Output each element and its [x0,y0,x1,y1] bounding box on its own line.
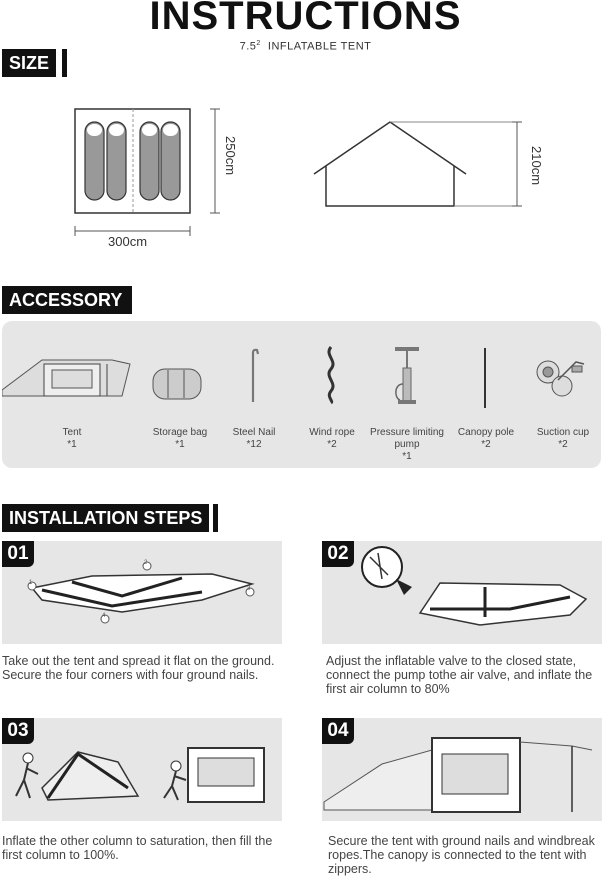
accessory-item: Steel Nail *12 [232,427,276,450]
floor-plan-diagram [60,100,230,250]
corner-marker: 1 [29,580,33,586]
step-04-text: Secure the tent with ground nails and windbreak ropes.The canopy is connected to the tent with zippers. [328,834,595,876]
tent-elevation-diagram [305,110,535,215]
corner-marker: 3 [247,586,251,592]
step-number: 02 [322,541,354,567]
suction-cup-icon [532,352,592,402]
step-number: 03 [2,718,34,744]
step-03-illustration [8,740,280,810]
step-number: 04 [322,718,354,744]
section-label-installation: INSTALLATION STEPS [2,504,209,532]
dimension-depth: 250cm [223,136,238,176]
step-02-illustration [360,543,600,639]
step-03-text: Inflate the other column to saturation, then fill the first column to 100%. [2,834,273,862]
accessory-item: Wind rope *2 [309,427,355,450]
section-label-accessory: ACCESSORY [2,286,129,314]
section-bar [62,49,67,77]
corner-marker: 2 [144,560,148,566]
steel-nail-icon [245,347,265,405]
corner-marker: 4 [102,613,106,619]
accessory-item: Suction cup *2 [536,427,590,450]
accessory-item: Canopy pole *2 [457,427,515,450]
step-01-text: Take out the tent and spread it flat on the ground. Secure the four corners with four ground nails. [2,654,275,682]
step-02-text: Adjust the inflatable valve to the closed state, connect the pump tothe air valve, and inflate the first air column to 80% [326,654,593,696]
accessory-item: Tent *1 [62,427,82,450]
pump-icon [390,344,424,406]
canopy-pole-icon [478,346,492,410]
tent-icon [2,350,132,400]
page-subtitle: $7.5^2$ INFLATABLE TENT [239,40,372,53]
accessory-item: Pressure limiting pump *1 [370,427,444,462]
section-bar [127,286,132,314]
page-title: INSTRUCTIONS [149,0,462,38]
section-label-size: SIZE [2,49,56,77]
step-04-illustration [322,720,602,820]
dimension-width: 300cm [108,234,148,249]
step-01-illustration [12,556,277,630]
dimension-height: 210cm [529,146,544,186]
section-bar [213,504,218,532]
step-number: 01 [2,541,34,567]
wind-rope-icon [320,345,342,405]
storage-bag-icon [150,365,206,405]
accessory-item: Storage bag *1 [152,427,208,450]
